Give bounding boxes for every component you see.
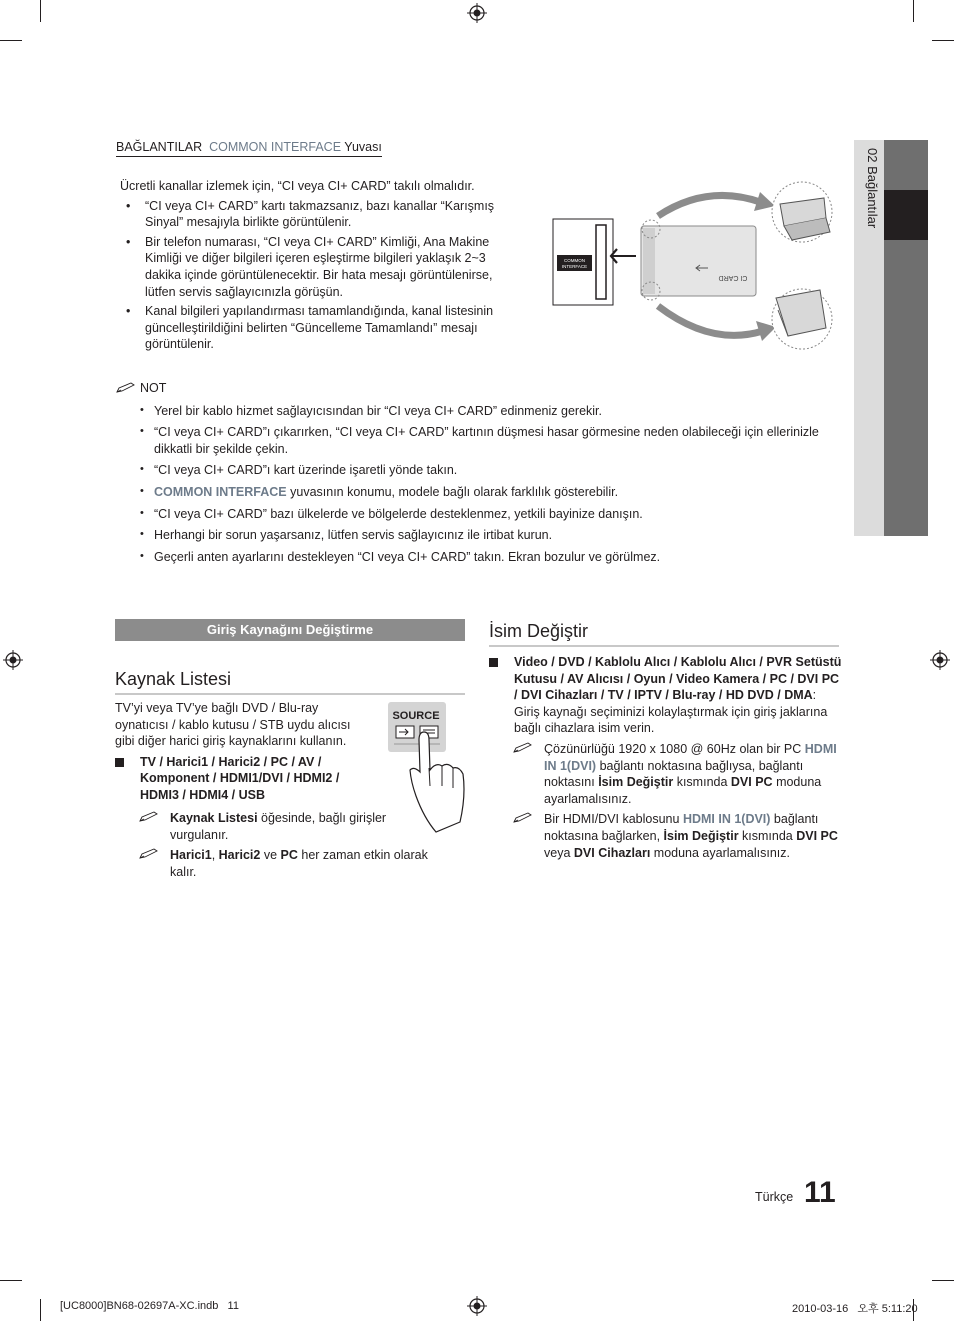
ci-card-illustration xyxy=(548,178,838,354)
slot-label-common: COMMON xyxy=(564,258,585,263)
crop-mark xyxy=(932,40,954,41)
note-item: Harici1, Harici2 ve PC her zaman etkin olarak kalır. xyxy=(115,847,440,880)
list-item: • “CI veya CI+ CARD” kartı takmazsanız, bazı kanallar “Karışmış Sinyal” mesajıyla birlikte görüntülenir. xyxy=(120,198,520,231)
card-label: CI CARD xyxy=(718,274,748,281)
intro-list xyxy=(120,198,520,353)
pencil-note-icon xyxy=(139,811,159,823)
crop-mark xyxy=(40,0,41,22)
square-bullet-icon xyxy=(115,758,124,767)
kaynak-intro: TV’yi veya TV’ye bağlı DVD / Blu-ray oynatıcısı / kablo kutusu / STB uydu alıcısı gibi diğer harici giriş kaynaklarını kullanın. xyxy=(115,701,351,749)
list-item: • “CI veya CI+ CARD”ı kart üzerinde işaretli yönde takın. xyxy=(116,462,836,479)
pencil-note-icon xyxy=(513,812,533,824)
note-title: NOT xyxy=(140,381,167,395)
list-item: Video / DVD / Kablolu Alıcı / Kablolu Alıcı / PVR Setüstü Kutusu / AV Alıcısı / Oyun / Video Kamera / PC / DVI PC / DVI Cihazları / TV / IPTV / Blu-ray / HD DVD / DMA: Giriş kaynağı seçiminizi kolaylaştırmak için giriş jaklarına bağlı cihazlara isim verin. xyxy=(489,654,844,737)
crop-mark xyxy=(913,0,914,22)
section-title-bar: Giriş Kaynağını Değiştirme xyxy=(115,619,465,641)
crop-mark xyxy=(0,1280,22,1281)
pencil-note-icon xyxy=(513,742,533,754)
list-item: TV / Harici1 / Harici2 / PC / AV / Komponent / HDMI1/DVI / HDMI2 / HDMI3 / HDMI4 / USB xyxy=(115,754,360,804)
page-number: 11 xyxy=(804,1176,836,1209)
kaynak-listesi-heading: Kaynak Listesi xyxy=(115,669,465,695)
print-timestamp: 2010-03-16 오후 5:11:20 xyxy=(792,1303,918,1315)
note-block xyxy=(116,380,836,570)
registration-mark-icon xyxy=(467,1296,487,1316)
intro-lead: Ücretli kanallar izlemek için, “CI veya CI+ CARD” takılı olmalıdır. xyxy=(120,179,475,193)
registration-mark-icon xyxy=(3,650,23,670)
list-item: • COMMON INTERFACE yuvasının konumu, modele bağlı olarak farklılık gösterebilir. xyxy=(116,484,836,501)
list-item: • Geçerli anten ayarlarını destekleyen “CI veya CI+ CARD” takın. Ekran bozulur ve görülmez. xyxy=(116,549,836,566)
crop-mark xyxy=(0,40,22,41)
registration-mark-icon xyxy=(467,3,487,23)
chapter-tab-label: 02 Bağlantılar xyxy=(865,148,880,229)
pencil-note-icon xyxy=(116,382,136,394)
note-item: Çözünürlüğü 1920 x 1080 @ 60Hz olan bir PC HDMI IN 1(DVI) bağlantı noktasına bağlıysa, bağlantı noktasını İsim Değiştir kısmında DVI PC moduna ayarlamalısınız. xyxy=(489,741,844,807)
chapter-tab-marker xyxy=(884,190,928,240)
list-item: • “CI veya CI+ CARD” bazı ülkelerde ve bölgelerde desteklenmez, yetkili bayinize danışın. xyxy=(116,506,836,523)
crop-mark xyxy=(932,1280,954,1281)
list-item: • Herhangi bir sorun yaşarsanız, lütfen servis sağlayıcınız ile irtibat kurun. xyxy=(116,527,836,544)
registration-mark-icon xyxy=(930,650,950,670)
list-item: • Bir telefon numarası, “CI veya CI+ CARD” Kimliği, Ana Makine Kimliği ve diğer bilgileri içeren eşleştirme bilgileri yaklaşık 2~3 dakika içinde görüntülenecektir. Bir hata mesajı görüntülenirse, lütfen servis sağlayıcınızla görüşün. xyxy=(120,234,520,300)
crop-mark xyxy=(40,1299,41,1321)
note-item: Bir HDMI/DVI kablosunu HDMI IN 1(DVI) bağlantı noktasına bağlarken, İsim Değiştir kısmında DVI PC veya DVI Cihazları moduna ayarlamalısınız. xyxy=(489,811,844,861)
footer-language: Türkçe xyxy=(755,1190,794,1204)
note-highlight: COMMON INTERFACE xyxy=(154,484,287,499)
breadcrumb-suffix: Yuvası xyxy=(344,140,382,154)
breadcrumb xyxy=(116,140,382,157)
breadcrumb-subsection: COMMON INTERFACE xyxy=(209,140,342,154)
source-button-label: SOURCE xyxy=(392,710,440,722)
note-item: Kaynak Listesi öğesinde, bağlı girişler vurgulanır. xyxy=(115,810,410,843)
breadcrumb-section: BAĞLANTILAR xyxy=(116,140,203,154)
isim-degistir-body xyxy=(489,654,844,865)
intro-text xyxy=(120,178,520,356)
source-remote-illustration xyxy=(386,700,470,834)
list-item: • Yerel bir kablo hizmet sağlayıcısından bir “CI veya CI+ CARD” edinmeniz gerekir. xyxy=(116,403,836,420)
list-item: • “CI veya CI+ CARD”ı çıkarırken, “CI veya CI+ CARD” kartının düşmesi hasar görmesine neden olabileceği için ellerinizle dikkatli bir şekilde çekin. xyxy=(116,424,836,457)
kaynak-listesi-body xyxy=(115,700,360,808)
note-header xyxy=(116,380,836,397)
pencil-note-icon xyxy=(139,848,159,860)
square-bullet-icon xyxy=(489,658,498,667)
slot-label-interface: INTERFACE xyxy=(561,264,588,269)
isim-degistir-heading: İsim Değiştir xyxy=(489,621,839,647)
note-list xyxy=(116,403,836,566)
print-file-info: [UC8000]BN68-02697A-XC.indb 11 xyxy=(60,1300,239,1312)
list-item: • Kanal bilgileri yapılandırması tamamlandığında, kanal listesinin güncelleştirildiğini belirten “Güncelleme Tamamlandı” mesajı görüntülenir. xyxy=(120,303,520,353)
